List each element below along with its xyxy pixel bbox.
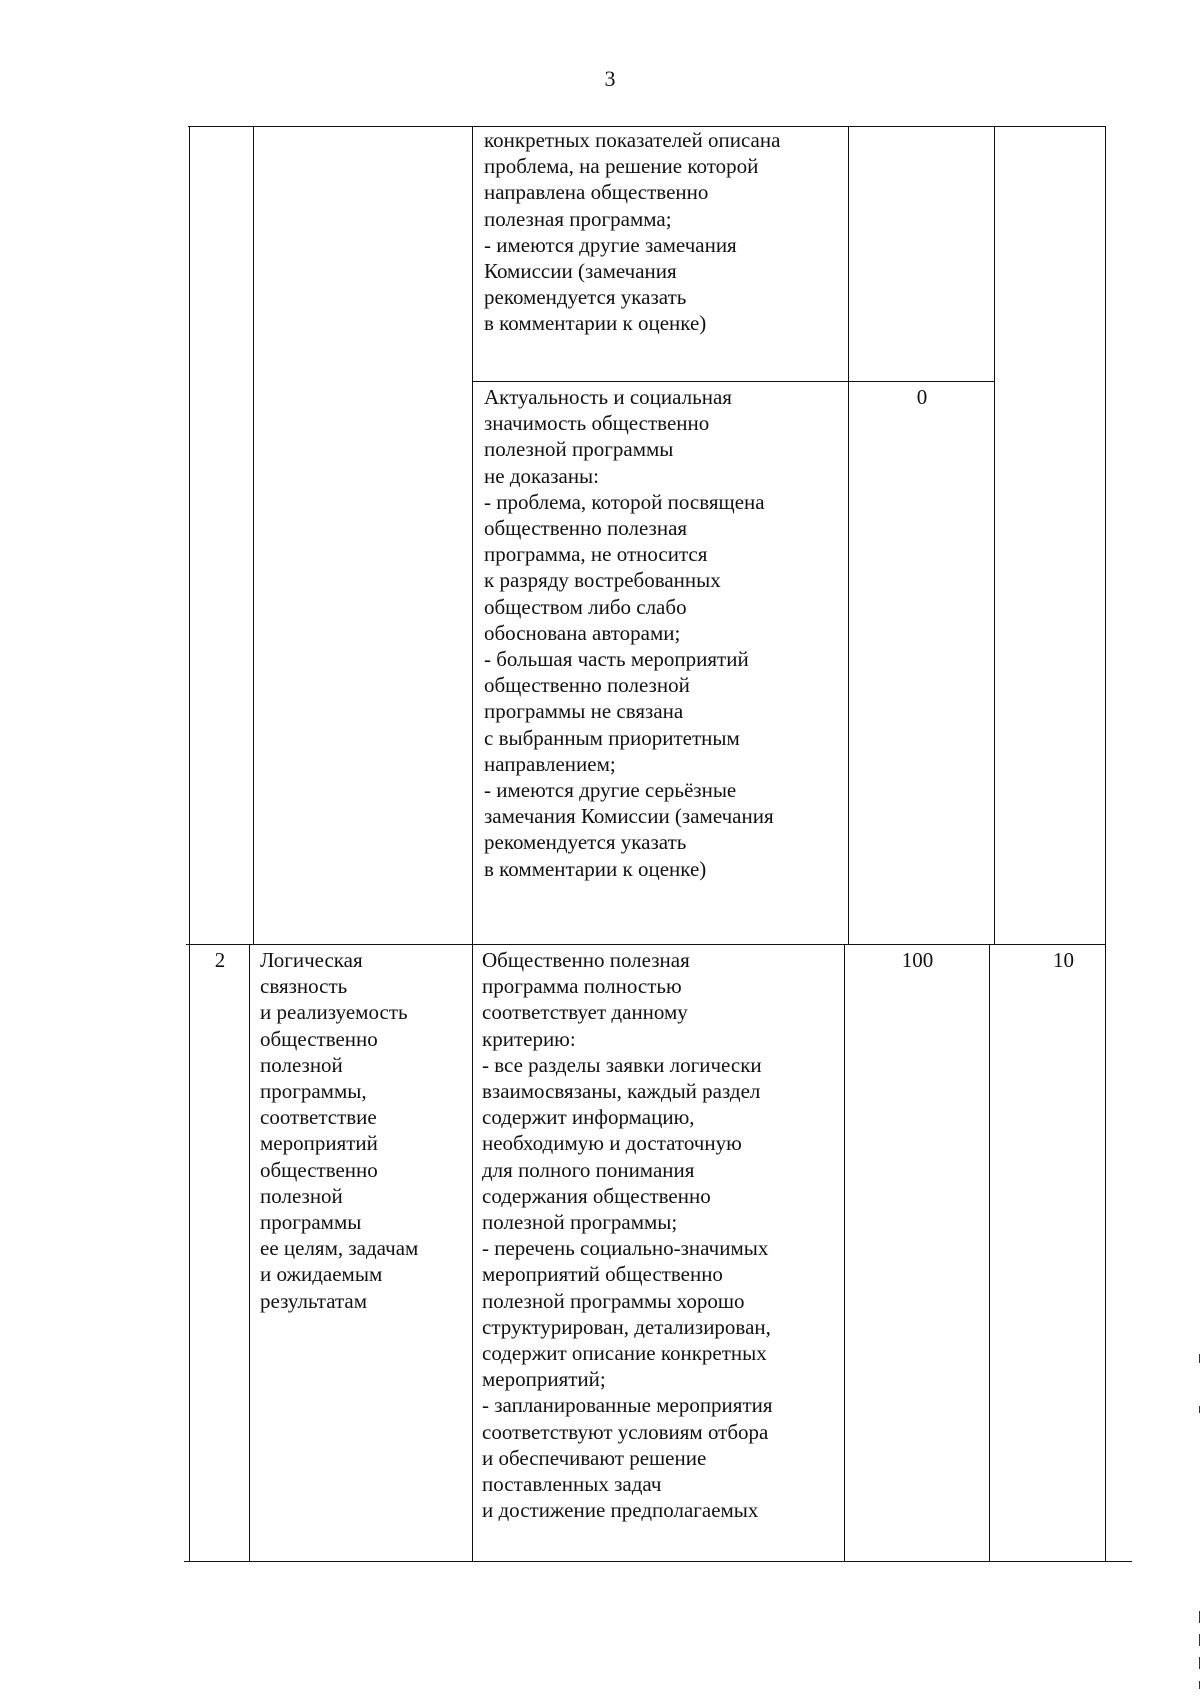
score-cell: 0	[916, 385, 928, 409]
description-cell: конкретных показателей описана проблема, на решение которой направлена общественно полезная программа; - имеются другие замечания Комиссии (замечания рекомендуется указать в комментарии к оценке)	[484, 128, 781, 336]
description-cell: Актуальность и социальная значимость общественно полезной программы не доказаны: - проблема, которой посвящена общественно полезная программа, не относится к разряду востребованных обществом либо слабо обоснована авторами; - большая часть мероприятий общественно полезной программы не связана с выбранным приоритетным направлением; - имеются другие серьёзные замечания Комиссии (замечания рекомендуется указать в комментарии к оценке)	[484, 385, 774, 881]
column-divider	[848, 126, 849, 944]
row-number-cell: 2	[214, 948, 226, 972]
table-right-border	[1105, 126, 1106, 1562]
score-cell: 100	[901, 948, 934, 972]
column-divider	[253, 126, 254, 944]
column-divider	[189, 126, 190, 1562]
column-divider	[249, 944, 250, 1562]
row-divider	[472, 381, 994, 382]
row-divider	[186, 944, 1106, 945]
column-divider	[844, 944, 845, 1562]
column-divider	[472, 126, 473, 1562]
column-divider	[989, 944, 990, 1562]
description-cell: Общественно полезная программа полностью соответствует данному критерию: - все разделы заявки логически взаимосвязаны, каждый раздел содержит информацию, необходимую и достаточную для полного понимания содержания общественно полезной программы; - перечень социально-значимых мероприятий общественно полезной программы хорошо структурирован, детализирован, содержит описание конкретных мероприятий; - запланированные мероприятия соответствуют условиям отбора и обеспечивают решение поставленных задач и достижение предполагаемых	[482, 948, 773, 1523]
criterion-cell: Логическая связность и реализуемость общественно полезной программы, соответствие мероприятий общественно полезной программы ее целям, задачам и ожидаемым результатам	[260, 948, 419, 1313]
page-number: 3	[604, 66, 616, 91]
weight-cell: 10	[1053, 948, 1074, 972]
column-divider	[994, 126, 995, 944]
